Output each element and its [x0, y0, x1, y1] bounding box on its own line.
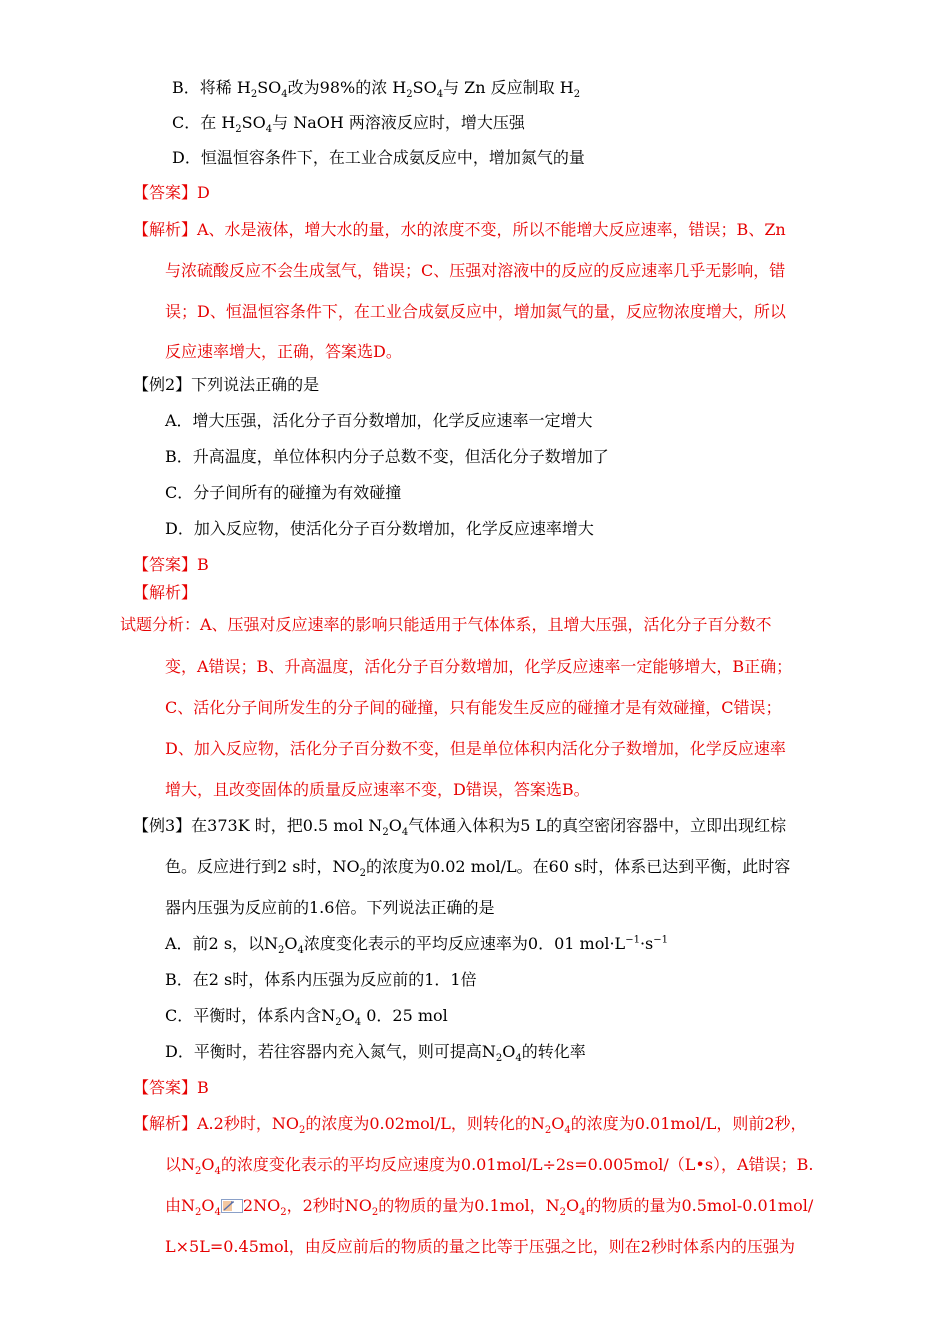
- q2-stem: 【例2】下列说法正确的是: [133, 375, 320, 394]
- q3-option-b: B．在2 s时，体系内压强为反应前的1．1倍: [165, 970, 477, 989]
- q1-analysis-line-2: 与浓硫酸反应不会生成氢气，错误；C、压强对溶液中的反应的反应速率几乎无影响，错: [165, 261, 786, 280]
- q3-analysis-line-2: 以$N_2O_4$的浓度变化表示的平均反应速度为0.01mol/L÷2s=0.005mol/（L•s），A错误；B.: [165, 1155, 814, 1178]
- reversible-arrow-icon: [221, 1197, 243, 1211]
- q2-analysis-line-5: 增大，且改变固体的质量反应速率不变，D错误，答案选B。: [165, 780, 590, 799]
- q3-stem-line-2: 色。反应进行到2 s时，$NO_2$的浓度为0.02 mol/L。在60 s时，体系已达到平衡，此时容: [165, 857, 791, 880]
- q3-stem-line-1: 【例3】在373K 时，把0.5 mol $N_2O_4$气体通入体积为5 L的真空密闭容器中，立即出现红棕: [133, 816, 787, 839]
- q3-answer: 【答案】B: [133, 1078, 209, 1097]
- q1-analysis-line-1: 【解析】A、水是液体，增大水的量，水的浓度不变，所以不能增大反应速率，错误；B、Zn: [133, 220, 786, 239]
- q2-analysis-head: 【解析】: [133, 583, 198, 602]
- q3-analysis-line-1: 【解析】A.2秒时，$NO_2$的浓度为0.02mol/L，则转化的$N_2O_4$的浓度为0.01mol/L，则前2秒，: [133, 1114, 807, 1137]
- q1-answer: 【答案】D: [133, 183, 210, 202]
- q3-analysis-line-3: 由$N_2O_4$ $2NO_2$，2秒时$NO_2$的物质的量为0.1mol，$N_2O_4$的物质的量为0.5mol-0.01mol/: [165, 1196, 814, 1219]
- q3-stem-line-3: 器内压强为反应前的1.6倍。下列说法正确的是: [165, 898, 495, 917]
- q3-analysis-line-4: L×5L=0.45mol，由反应前后的物质的量之比等于压强之比，则在2秒时体系内的压强为: [165, 1237, 795, 1256]
- q3-option-a: A．前2 s，以$N_2O_4$浓度变化表示的平均反应速率为0．01 $mol\cdot L^{-1}\cdot s^{-1}$: [165, 934, 668, 957]
- q2-option-d: D．加入反应物，使活化分子百分数增加，化学反应速率增大: [165, 519, 594, 538]
- q2-analysis-line-2: 变，A错误；B、升高温度，活化分子百分数增加，化学反应速率一定能够增大，B正确；: [165, 657, 793, 676]
- q3-option-d: D．平衡时，若往容器内充入氮气，则可提高$N_2O_4$的转化率: [165, 1042, 586, 1065]
- q2-option-a: A．增大压强，活化分子百分数增加，化学反应速率一定增大: [165, 411, 593, 430]
- q2-option-c: C．分子间所有的碰撞为有效碰撞: [165, 483, 402, 502]
- q2-option-b: B．升高温度，单位体积内分子总数不变，但活化分子数增加了: [165, 447, 609, 466]
- q2-answer: 【答案】B: [133, 555, 209, 574]
- q1-analysis-line-3: 误；D、恒温恒容条件下，在工业合成氨反应中，增加氮气的量，反应物浓度增大，所以: [165, 302, 786, 321]
- q1-option-d: D．恒温恒容条件下，在工业合成氨反应中，增加氮气的量: [172, 148, 585, 167]
- q1-option-c: C．在 $H_2SO_4$与 NaOH 两溶液反应时，增大压强: [172, 113, 525, 136]
- q2-analysis-line-3: C、活化分子间所发生的分子间的碰撞，只有能发生反应的碰撞才是有效碰撞，C错误；: [165, 698, 782, 717]
- q1-analysis-line-4: 反应速率增大，正确，答案选D。: [165, 342, 402, 361]
- q2-analysis-line-4: D、加入反应物，活化分子百分数不变，但是单位体积内活化分子数增加，化学反应速率: [165, 739, 786, 758]
- q2-analysis-line-1: 试题分析：A、压强对反应速率的影响只能适用于气体体系，且增大压强，活化分子百分数不: [120, 615, 772, 634]
- q3-option-c: C．平衡时，体系内含$N_2O_4$ 0．25 mol: [165, 1006, 448, 1029]
- q1-option-b: B．将稀 $H_2SO_4$改为98%的浓 $H_2SO_4$与 Zn 反应制取 $H_2$: [172, 78, 581, 101]
